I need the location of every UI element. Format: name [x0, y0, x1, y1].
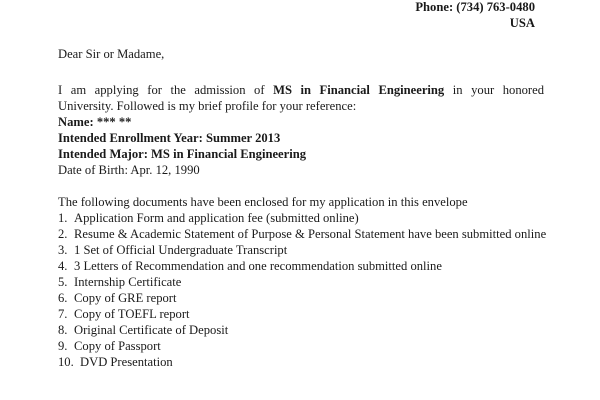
country-line: USA: [509, 16, 535, 30]
program-name: MS in Financial Engineering: [273, 83, 445, 97]
list-number: 10.: [58, 355, 74, 369]
list-text: Copy of TOEFL report: [74, 307, 190, 321]
list-item: [58, 338, 548, 354]
list-text: 1 Set of Official Undergraduate Transcript: [74, 243, 288, 257]
profile-enrollment: Intended Enrollment Year: Summer 2013: [58, 131, 281, 145]
list-text: Original Certificate of Deposit: [74, 323, 229, 337]
list-item: [58, 210, 548, 226]
documents-intro: The following documents have been enclosed for my application in this envelope: [58, 195, 468, 209]
list-item: [58, 322, 548, 338]
intro-text-before: I am applying for the admission of: [58, 83, 274, 97]
intro-line-2: University. Followed is my brief profile for your reference:: [58, 99, 357, 113]
list-number: 9.: [58, 339, 68, 353]
list-item: [58, 258, 548, 274]
list-text: Resume & Academic Statement of Purpose & Personal Statement have been submitted online: [74, 227, 547, 241]
list-text: Application Form and application fee (submitted online): [74, 211, 359, 225]
list-number: 7.: [58, 307, 68, 321]
list-item: [58, 306, 548, 322]
list-number: 8.: [58, 323, 68, 337]
documents-list: [58, 210, 548, 370]
list-text: DVD Presentation: [80, 355, 173, 369]
list-item: [58, 274, 548, 290]
list-text: Internship Certificate: [74, 275, 182, 289]
list-text: 3 Letters of Recommendation and one recommendation submitted online: [74, 259, 442, 273]
list-item: [58, 354, 548, 370]
intro-line-1: [58, 82, 544, 98]
list-text: Copy of GRE report: [74, 291, 177, 305]
list-number: 4.: [58, 259, 68, 273]
list-item: [58, 242, 548, 258]
contact-header: [415, 0, 535, 31]
list-number: 1.: [58, 211, 68, 225]
phone-line: Phone: (734) 763-0480: [415, 0, 535, 14]
list-item: [58, 226, 548, 242]
list-number: 5.: [58, 275, 68, 289]
list-item: [58, 290, 548, 306]
list-number: 6.: [58, 291, 68, 305]
list-number: 3.: [58, 243, 68, 257]
profile-dob: Date of Birth: Apr. 12, 1990: [58, 163, 200, 177]
list-number: 2.: [58, 227, 68, 241]
profile-name: Name: *** **: [58, 115, 132, 129]
list-text: Copy of Passport: [74, 339, 161, 353]
intro-text-after: in your honored: [444, 83, 544, 97]
profile-major: Intended Major: MS in Financial Engineering: [58, 147, 307, 161]
salutation: Dear Sir or Madame,: [58, 47, 165, 61]
